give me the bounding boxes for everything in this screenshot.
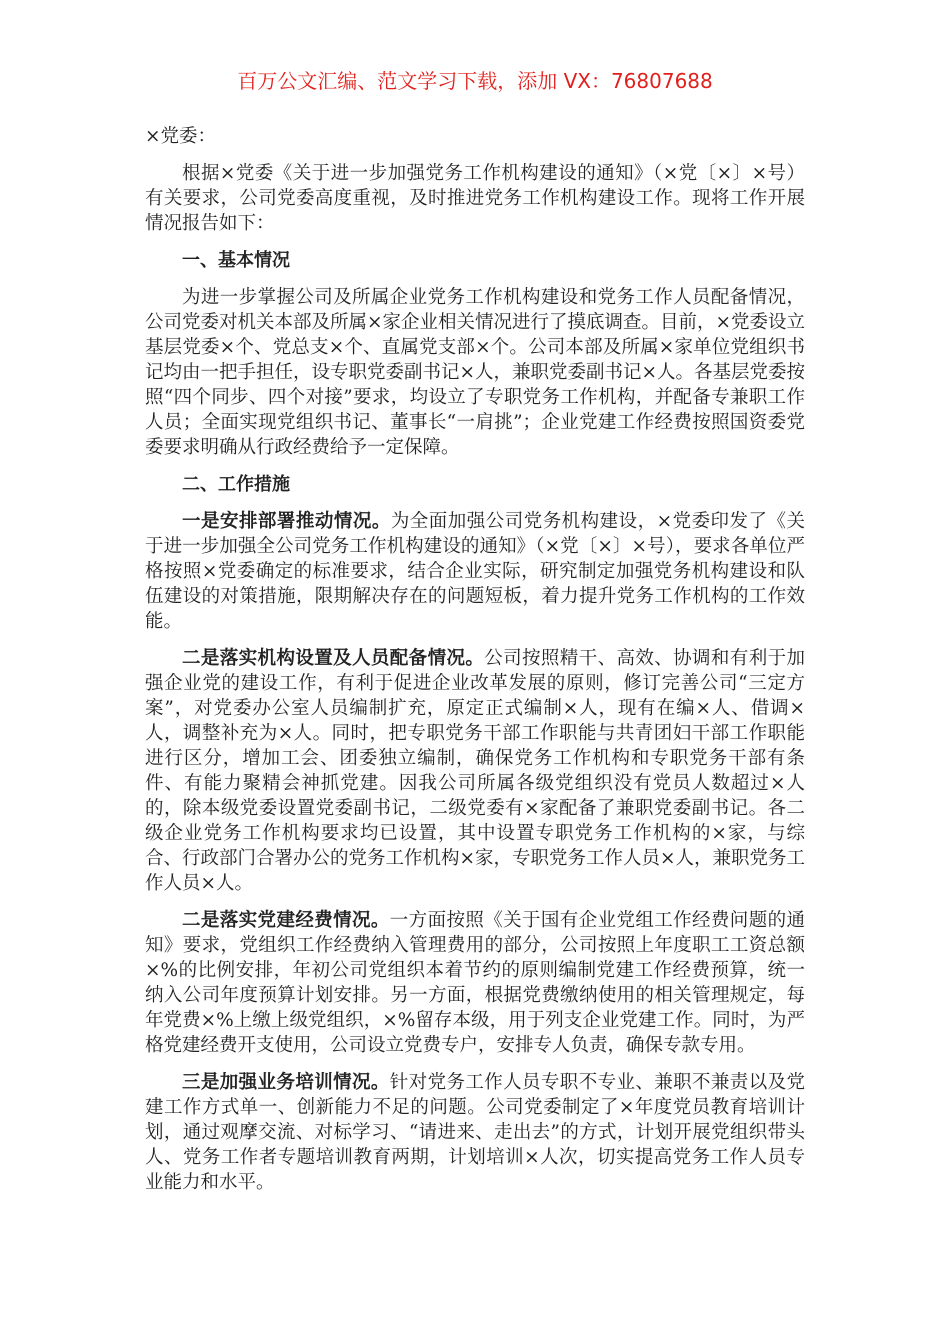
watermark-banner: 百万公文汇编、范文学习下载，添加 VX：76807688	[237, 69, 713, 93]
salutation: ×党委：	[145, 126, 217, 147]
intro-paragraph: 根据×党委《关于进一步加强党务工作机构建设的通知》（×党〔×〕×号）有关要求，公司党委高度重视，及时推进党务工作机构建设工作。现将工作开展情况报告如下：	[145, 163, 805, 234]
measure-lead: 三是加强业务培训情况。	[182, 1072, 390, 1093]
measure-text: 公司按照精干、高效、协调和有利于加强企业党的建设工作，有利于促进企业改革发展的原则，修订完善公司“三定方案”，对党委办公室人员编制扩充，原定正式编制×人，现有在编×人、借调×人，调整补充为×人。同时，把专职党务干部工作职能与共青团妇干部工作职能进行区分，增加工会、团委独立编制，确保党务工作机构和专职党务干部有条件、有能力聚精会神抓党建。因我公司所属各级党组织没有党员人数超过×人的，除本级党委设置党委副书记，二级党委有×家配备了兼职党委副书记。各二级企业党务工作机构要求均已设置，其中设置专职党务工作机构的×家，与综合、行政部门合署办公的党务工作机构×家，专职党务工作人员×人，兼职党务工作人员×人。	[145, 648, 806, 894]
measure-paragraph	[145, 509, 805, 634]
measure-paragraph	[145, 908, 805, 1058]
section-heading-basic: 一、基本情况	[182, 250, 290, 271]
measure-text: 针对党务工作人员专职不专业、兼职不兼责以及党建工作方式单一、创新能力不足的问题。公司党委制定了×年度党员教育培训计划，通过观摩交流、对标学习、“请进来、走出去”的方式，计划开展党组织带头人、党务工作者专题培训教育两期，计划培训×人次，切实提高党务工作人员专业能力和水平。	[145, 1072, 805, 1193]
measure-text: 一方面按照《关于国有企业党组工作经费问题的通知》要求，党组织工作经费纳入管理费用的部分，公司按照上年度职工工资总额×%的比例安排，年初公司党组织本着节约的原则编制党建工作经费预算，统一纳入公司年度预算计划安排。另一方面，根据党费缴纳使用的相关管理规定，每年党费×%上缴上级党组织，×%留存本级，用于列支企业党建工作。同时，为严格党建经费开支使用，公司设立党费专户，安排专人负责，确保专款专用。	[145, 910, 805, 1056]
document-body	[145, 124, 805, 1207]
basic-situation-paragraph: 为进一步掌握公司及所属企业党务工作机构建设和党务工作人员配备情况，公司党委对机关本部及所属×家企业相关情况进行了摸底调查。目前，×党委设立基层党委×个、党总支×个、直属党支部×个。公司本部及所属×家单位党组织书记均由一把手担任，设专职党委副书记×人，兼职党委副书记×人。各基层党委按照“四个同步、四个对接”要求，均设立了专职党务工作机构，并配备专兼职工作人员；全面实现党组织书记、董事长“一肩挑”；企业党建工作经费按照国资委党委要求明确从行政经费给予一定保障。	[145, 287, 806, 458]
measure-lead: 二是落实党建经费情况。	[182, 910, 390, 931]
measure-lead: 一是安排部署推动情况。	[182, 511, 391, 532]
section-heading-measures: 二、工作措施	[182, 474, 290, 495]
measure-paragraph	[145, 1070, 805, 1195]
measure-text: 为全面加强公司党务机构建设，×党委印发了《关于进一步加强全公司党务工作机构建设的通知》（×党〔×〕×号），要求各单位严格按照×党委确定的标准要求，结合企业实际，研究制定加强党务机构建设和队伍建设的对策措施，限期解决存在的问题短板，着力提升党务工作机构的工作效能。	[145, 511, 805, 632]
measure-lead: 二是落实机构设置及人员配备情况。	[182, 648, 485, 669]
measure-paragraph	[145, 646, 805, 896]
